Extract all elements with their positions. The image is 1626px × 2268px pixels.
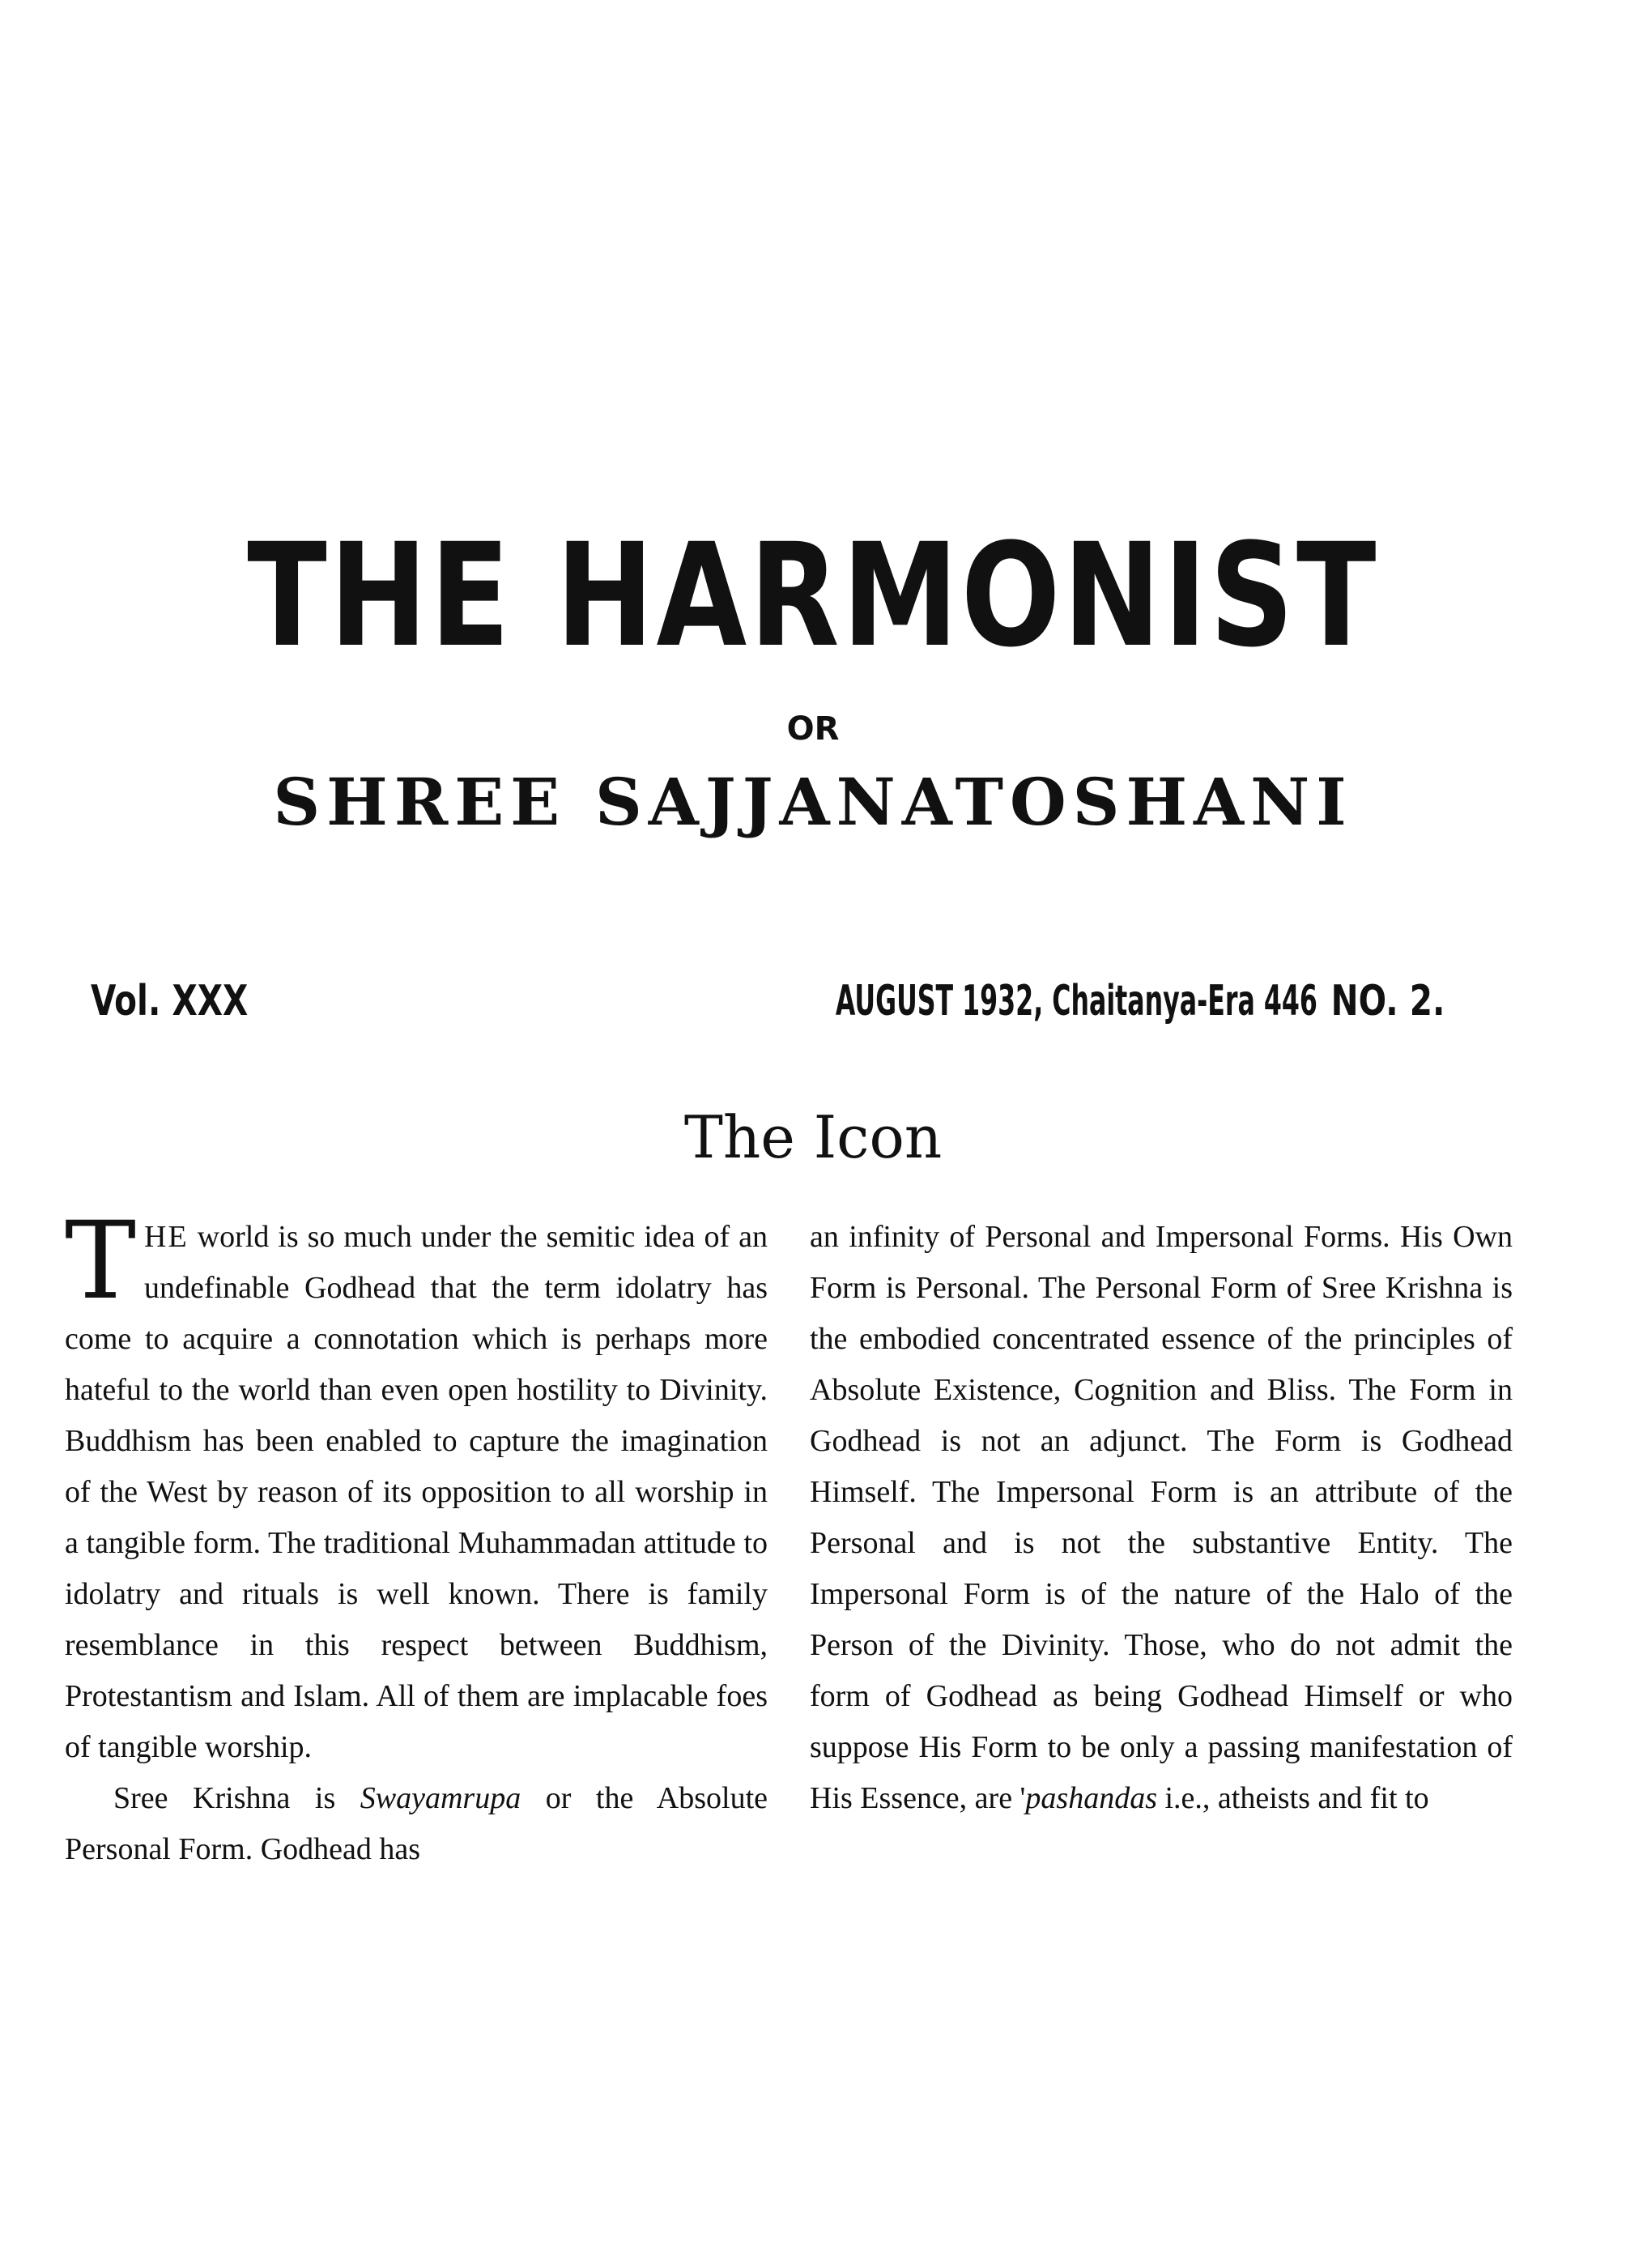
paragraph-2-after: or the Absolute Personal Form. Godhead has bbox=[65, 1781, 768, 1866]
masthead-or: OR bbox=[786, 710, 840, 748]
drop-cap: T bbox=[65, 1199, 137, 1324]
article-title: The Icon bbox=[683, 1103, 943, 1171]
article-paragraph-1 bbox=[65, 1199, 768, 1773]
paragraph-3-after: i.e., atheists and fit to bbox=[1157, 1781, 1429, 1815]
paragraph-3-text: an infinity of Personal and Impersonal Forms. His Own Form is Personal. The Personal Form of Sree Krishna is the embodied concentrated essence of the principles of Absolute Existence, Cognition and Bliss. The Form in Godhead is not an adjunct. The Form is Godhead Himself. The Impersonal Form is an attribute of the Personal and is not the substantive Entity. The Impersonal Form is of the nature of the Halo of the Person of the Divinity. Those, who do not admit the form of Godhead as being Godhead Himself or who suppose His Form to be only a passing manifestation of His Essence, are ' bbox=[810, 1220, 1513, 1815]
article-paragraph-2 bbox=[65, 1773, 768, 1875]
lead-word: HE bbox=[144, 1220, 189, 1254]
issue-line bbox=[91, 969, 1445, 1034]
article-column-left bbox=[65, 1199, 768, 1875]
masthead-subtitle: SHREE SAJJANATOSHANI bbox=[273, 764, 1353, 840]
paragraph-3-italic: pashandas bbox=[1025, 1781, 1157, 1815]
issue-number: NO. 2. bbox=[1330, 977, 1445, 1025]
issue-date: AUGUST 1932, Chaitanya-Era 446 bbox=[835, 977, 1317, 1025]
article-paragraph-3 bbox=[810, 1212, 1513, 1824]
issue-volume: Vol. XXX bbox=[91, 977, 249, 1025]
paragraph-2-before: Sree Krishna is bbox=[113, 1781, 360, 1815]
paragraph-2-italic: Swayamrupa bbox=[360, 1781, 521, 1815]
masthead-title: THE HARMONIST bbox=[247, 513, 1379, 679]
article-column-right bbox=[810, 1212, 1513, 1824]
paragraph-1-text: world is so much under the semitic idea of an undefinable Godhead that the term idolatry has come to acquire a connotation which is perhaps more hateful to the world than even open hostility to Divinity. Buddhism has been enabled to capture the imagination of the West by reason of its opposition to all worship in a tangible form. The traditional Muhammadan attitude to idolatry and rituals is well known. There is family resemblance in this respect between Buddhism, Protestantism and Islam. All of them are implacable foes of tangible worship. bbox=[65, 1220, 768, 1764]
